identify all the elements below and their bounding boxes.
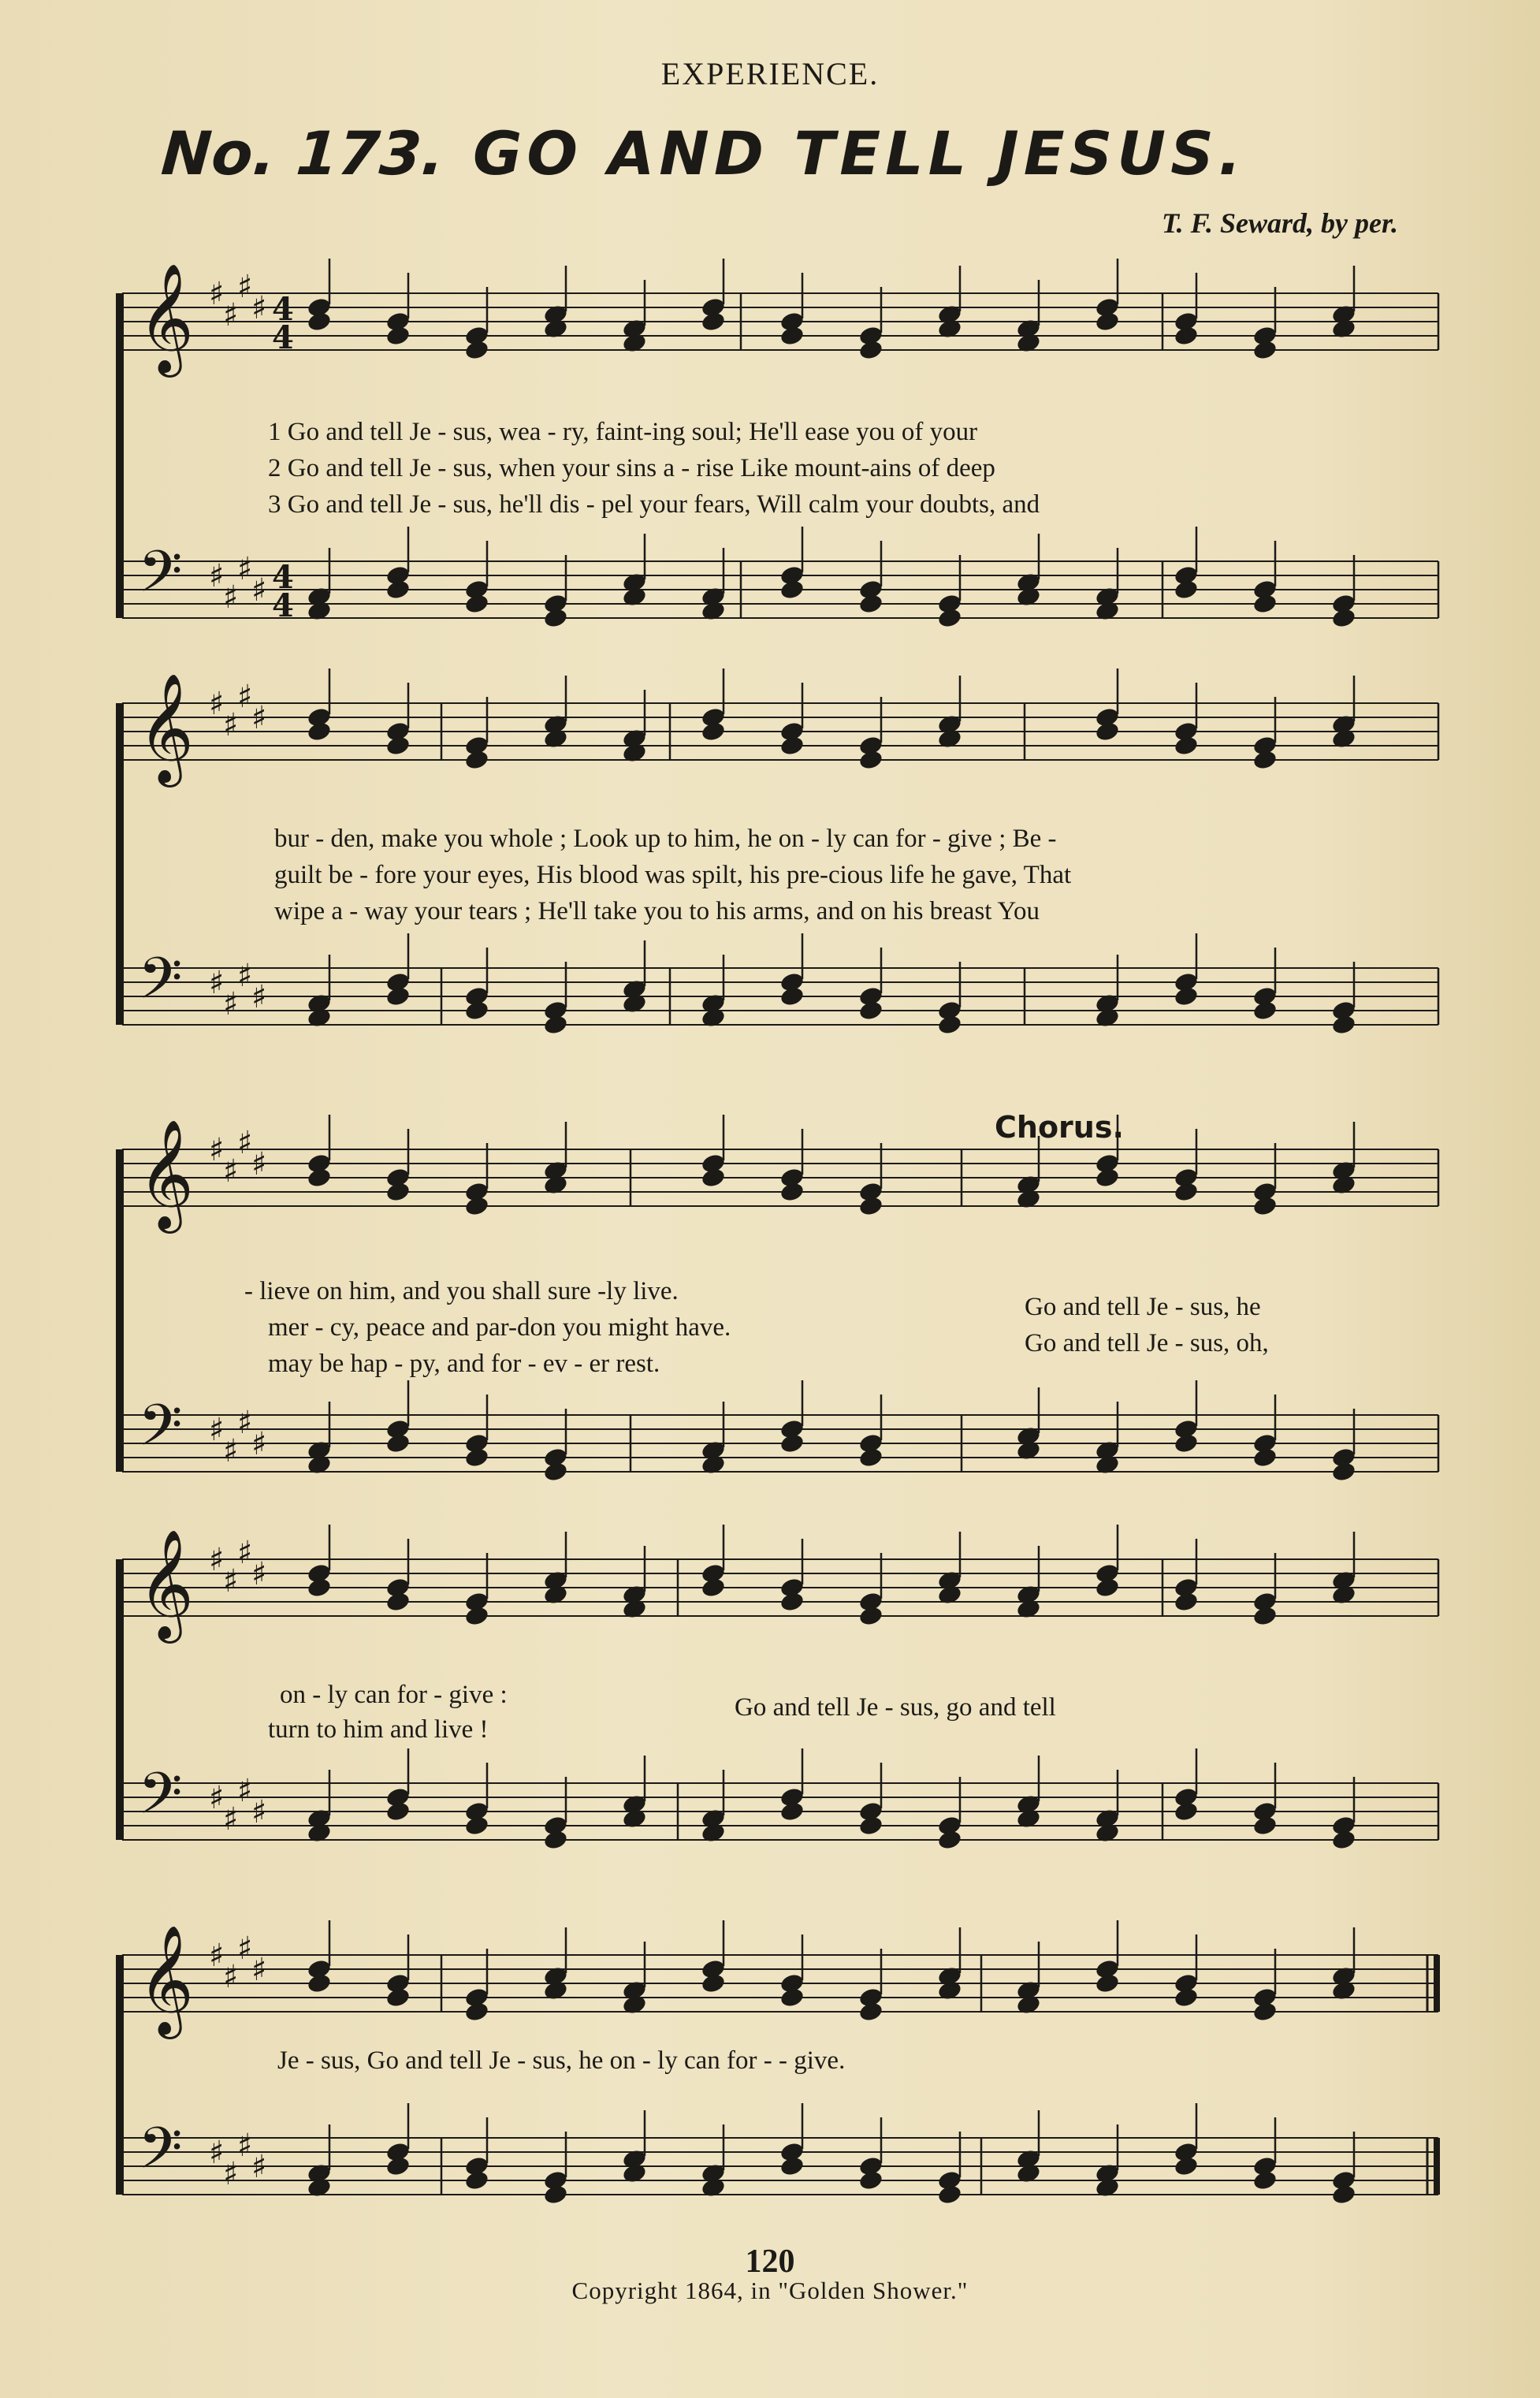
section-heading: EXPERIENCE.	[660, 56, 880, 91]
sharp-icon: ♯	[237, 1535, 253, 1571]
lyric-line: Je - sus, Go and tell Je - sus, he on - ly can for - - give.	[277, 2046, 846, 2075]
sharp-icon: ♯	[223, 1959, 239, 1995]
chorus-label: Chorus.	[995, 1110, 1124, 1145]
note-head	[463, 1605, 489, 1627]
note-head	[1173, 1800, 1199, 1823]
treble-clef-icon: 𝄞	[138, 1529, 194, 1639]
note-head	[700, 311, 726, 333]
note-head	[463, 2001, 489, 2023]
sharp-icon: ♯	[223, 707, 239, 743]
note-head	[779, 579, 805, 601]
note-head	[463, 749, 489, 771]
note-head	[779, 325, 805, 347]
sharp-icon: ♯	[223, 2156, 239, 2192]
sharp-icon: ♯	[251, 1952, 267, 1988]
note-head	[1330, 607, 1356, 629]
treble-clef-icon: 𝄞	[138, 263, 194, 373]
sharp-icon: ♯	[223, 1563, 239, 1599]
system-bracket	[116, 1149, 124, 1472]
note-head	[1252, 593, 1278, 615]
note-head	[779, 1591, 805, 1613]
composer-credit: T. F. Seward, by per.	[1161, 207, 1398, 239]
note-head	[385, 325, 411, 347]
note-head	[542, 1461, 568, 1483]
sharp-icon: ♯	[209, 1412, 225, 1448]
note-head	[700, 1167, 726, 1189]
sharp-icon: ♯	[251, 1556, 267, 1592]
sharp-icon: ♯	[223, 1801, 239, 1838]
sharp-icon: ♯	[209, 558, 225, 594]
note-head	[1094, 1167, 1120, 1189]
note-head	[1173, 1591, 1199, 1613]
note-head	[936, 2184, 962, 2206]
copyright-notice: Copyright 1864, in "Golden Shower."	[571, 2277, 969, 2304]
page-number: 120	[745, 2243, 795, 2280]
sharp-icon: ♯	[251, 1794, 267, 1830]
sharp-icon: ♯	[209, 276, 225, 312]
note-head	[779, 985, 805, 1007]
lyric-line: may be hap - py, and for - ev - er rest.	[268, 1350, 660, 1378]
note-head	[1173, 1432, 1199, 1454]
note-head	[542, 607, 568, 629]
note-head	[463, 2169, 489, 2191]
sharp-icon: ♯	[251, 700, 267, 736]
note-head	[1173, 2155, 1199, 2177]
note-head	[857, 339, 883, 361]
sharp-icon: ♯	[237, 1931, 253, 1967]
bass-clef-icon: 𝄢	[138, 538, 183, 619]
note-head	[385, 735, 411, 757]
sharp-icon: ♯	[209, 1542, 225, 1578]
note-head	[1252, 2169, 1278, 2191]
chorus-lyric-line: Go and tell Je - sus, oh,	[1025, 1329, 1269, 1357]
hymn-title: GO AND TELL JESUS.	[473, 118, 1246, 188]
sharp-icon: ♯	[237, 2128, 253, 2164]
system-bracket	[116, 703, 124, 1025]
treble-clef-icon: 𝄞	[138, 1925, 194, 2035]
sharp-icon: ♯	[223, 986, 239, 1022]
note-head	[1252, 1447, 1278, 1469]
note-head	[779, 1432, 805, 1454]
note-head	[463, 1195, 489, 1217]
note-head	[1252, 749, 1278, 771]
note-head	[1173, 325, 1199, 347]
lyric-line: on - ly can for - give :	[280, 1681, 508, 1709]
sharp-icon: ♯	[209, 1938, 225, 1974]
sharp-icon: ♯	[237, 958, 253, 994]
sharp-icon: ♯	[223, 1153, 239, 1190]
sharp-icon: ♯	[251, 979, 267, 1015]
sharp-icon: ♯	[237, 1125, 253, 1161]
lyric-line: - lieve on him, and you shall sure -ly live.	[244, 1277, 679, 1305]
note-head	[1252, 1605, 1278, 1627]
hymn-number: No. 173.	[158, 118, 447, 188]
lyric-line: guilt be - fore your eyes, His blood was spilt, his pre-cious life he gave, That	[274, 861, 1072, 889]
note-head	[936, 1014, 962, 1036]
lyric-line: turn to him and live !	[268, 1715, 489, 1744]
note-head	[857, 593, 883, 615]
note-head	[700, 1577, 726, 1599]
note-head	[779, 1800, 805, 1823]
sharp-icon: ♯	[209, 686, 225, 722]
sharp-icon: ♯	[251, 1146, 267, 1182]
note-head	[542, 2184, 568, 2206]
note-head	[1173, 985, 1199, 1007]
note-head	[463, 339, 489, 361]
note-head	[857, 1605, 883, 1627]
note-head	[857, 1195, 883, 1217]
note-head	[385, 1987, 411, 2009]
note-head	[385, 579, 411, 601]
note-head	[463, 593, 489, 615]
lyric-line: 3 Go and tell Je - sus, he'll dis - pel your fears, Will calm your doubts, and	[268, 490, 1040, 519]
final-barline	[1434, 1955, 1440, 2012]
note-head	[1173, 735, 1199, 757]
note-head	[1330, 1829, 1356, 1851]
sharp-icon: ♯	[251, 1426, 267, 1462]
sharp-icon: ♯	[223, 579, 239, 616]
note-head	[1173, 1987, 1199, 2009]
note-head	[936, 1829, 962, 1851]
sharp-icon: ♯	[251, 572, 267, 609]
treble-clef-icon: 𝄞	[138, 1119, 194, 1229]
note-head	[1252, 1000, 1278, 1022]
note-head	[306, 311, 332, 333]
note-head	[857, 1815, 883, 1837]
chorus-lyric-line: Go and tell Je - sus, he	[1025, 1293, 1261, 1321]
note-head	[385, 1432, 411, 1454]
note-head	[463, 1447, 489, 1469]
sharp-icon: ♯	[209, 965, 225, 1001]
chorus-lyric-line: Go and tell Je - sus, go and tell	[735, 1693, 1056, 1722]
note-head	[463, 1815, 489, 1837]
bass-clef-icon: 𝄢	[138, 2114, 183, 2195]
system-bracket	[116, 1955, 124, 2195]
sharp-icon: ♯	[237, 551, 253, 587]
note-head	[306, 1167, 332, 1189]
sharp-icon: ♯	[237, 1773, 253, 1809]
sharp-icon: ♯	[237, 679, 253, 715]
sharp-icon: ♯	[237, 269, 253, 305]
note-head	[700, 721, 726, 743]
time-signature-digit: 4	[272, 559, 294, 596]
note-head	[385, 1591, 411, 1613]
note-head	[857, 2169, 883, 2191]
bass-clef-icon: 𝄢	[138, 944, 183, 1026]
note-head	[857, 749, 883, 771]
note-head	[306, 1577, 332, 1599]
final-barline	[1434, 2138, 1440, 2195]
note-head	[779, 1181, 805, 1203]
system-bracket	[116, 293, 124, 618]
bass-clef-icon: 𝄢	[138, 1391, 183, 1473]
note-head	[857, 2001, 883, 2023]
note-head	[1094, 721, 1120, 743]
note-head	[1094, 311, 1120, 333]
note-head	[700, 1972, 726, 1994]
sharp-icon: ♯	[251, 290, 267, 326]
treble-clef-icon: 𝄞	[138, 673, 194, 783]
lyric-line: bur - den, make you whole ; Look up to him, he on - ly can for - give ; Be -	[274, 825, 1057, 853]
note-head	[1330, 1014, 1356, 1036]
note-head	[385, 2155, 411, 2177]
note-head	[857, 1000, 883, 1022]
bass-clef-icon: 𝄢	[138, 1759, 183, 1841]
lyric-line: wipe a - way your tears ; He'll take you to his arms, and on his breast You	[274, 897, 1040, 925]
note-head	[542, 1829, 568, 1851]
note-head	[1330, 1461, 1356, 1483]
note-head	[1094, 1577, 1120, 1599]
sharp-icon: ♯	[209, 1132, 225, 1168]
note-head	[779, 2155, 805, 2177]
note-head	[936, 607, 962, 629]
note-head	[1330, 2184, 1356, 2206]
note-head	[1094, 1972, 1120, 1994]
time-signature-digit: 4	[272, 587, 294, 624]
lyric-line: 1 Go and tell Je - sus, wea - ry, faint-ing soul; He'll ease you of your	[268, 418, 978, 446]
note-head	[306, 721, 332, 743]
sharp-icon: ♯	[209, 2135, 225, 2171]
sharp-icon: ♯	[223, 297, 239, 333]
note-head	[1252, 339, 1278, 361]
note-head	[1252, 2001, 1278, 2023]
note-head	[385, 1800, 411, 1823]
time-signature-digit: 4	[272, 319, 294, 356]
note-head	[857, 1447, 883, 1469]
note-head	[385, 1181, 411, 1203]
note-head	[779, 1987, 805, 2009]
note-head	[1173, 579, 1199, 601]
note-head	[306, 1972, 332, 1994]
sharp-icon: ♯	[209, 1780, 225, 1816]
sharp-icon: ♯	[251, 2149, 267, 2185]
note-head	[1252, 1195, 1278, 1217]
note-head	[542, 1014, 568, 1036]
lyric-line: 2 Go and tell Je - sus, when your sins a - rise Like mount-ains of deep	[268, 454, 995, 482]
system-bracket	[116, 1559, 124, 1840]
note-head	[463, 1000, 489, 1022]
lyric-line: mer - cy, peace and par-don you might have.	[268, 1313, 731, 1342]
time-signature-digit: 4	[272, 291, 294, 328]
note-head	[385, 985, 411, 1007]
note-head	[779, 735, 805, 757]
note-head	[1252, 1815, 1278, 1837]
sharp-icon: ♯	[223, 1433, 239, 1469]
sharp-icon: ♯	[237, 1405, 253, 1441]
note-head	[1173, 1181, 1199, 1203]
